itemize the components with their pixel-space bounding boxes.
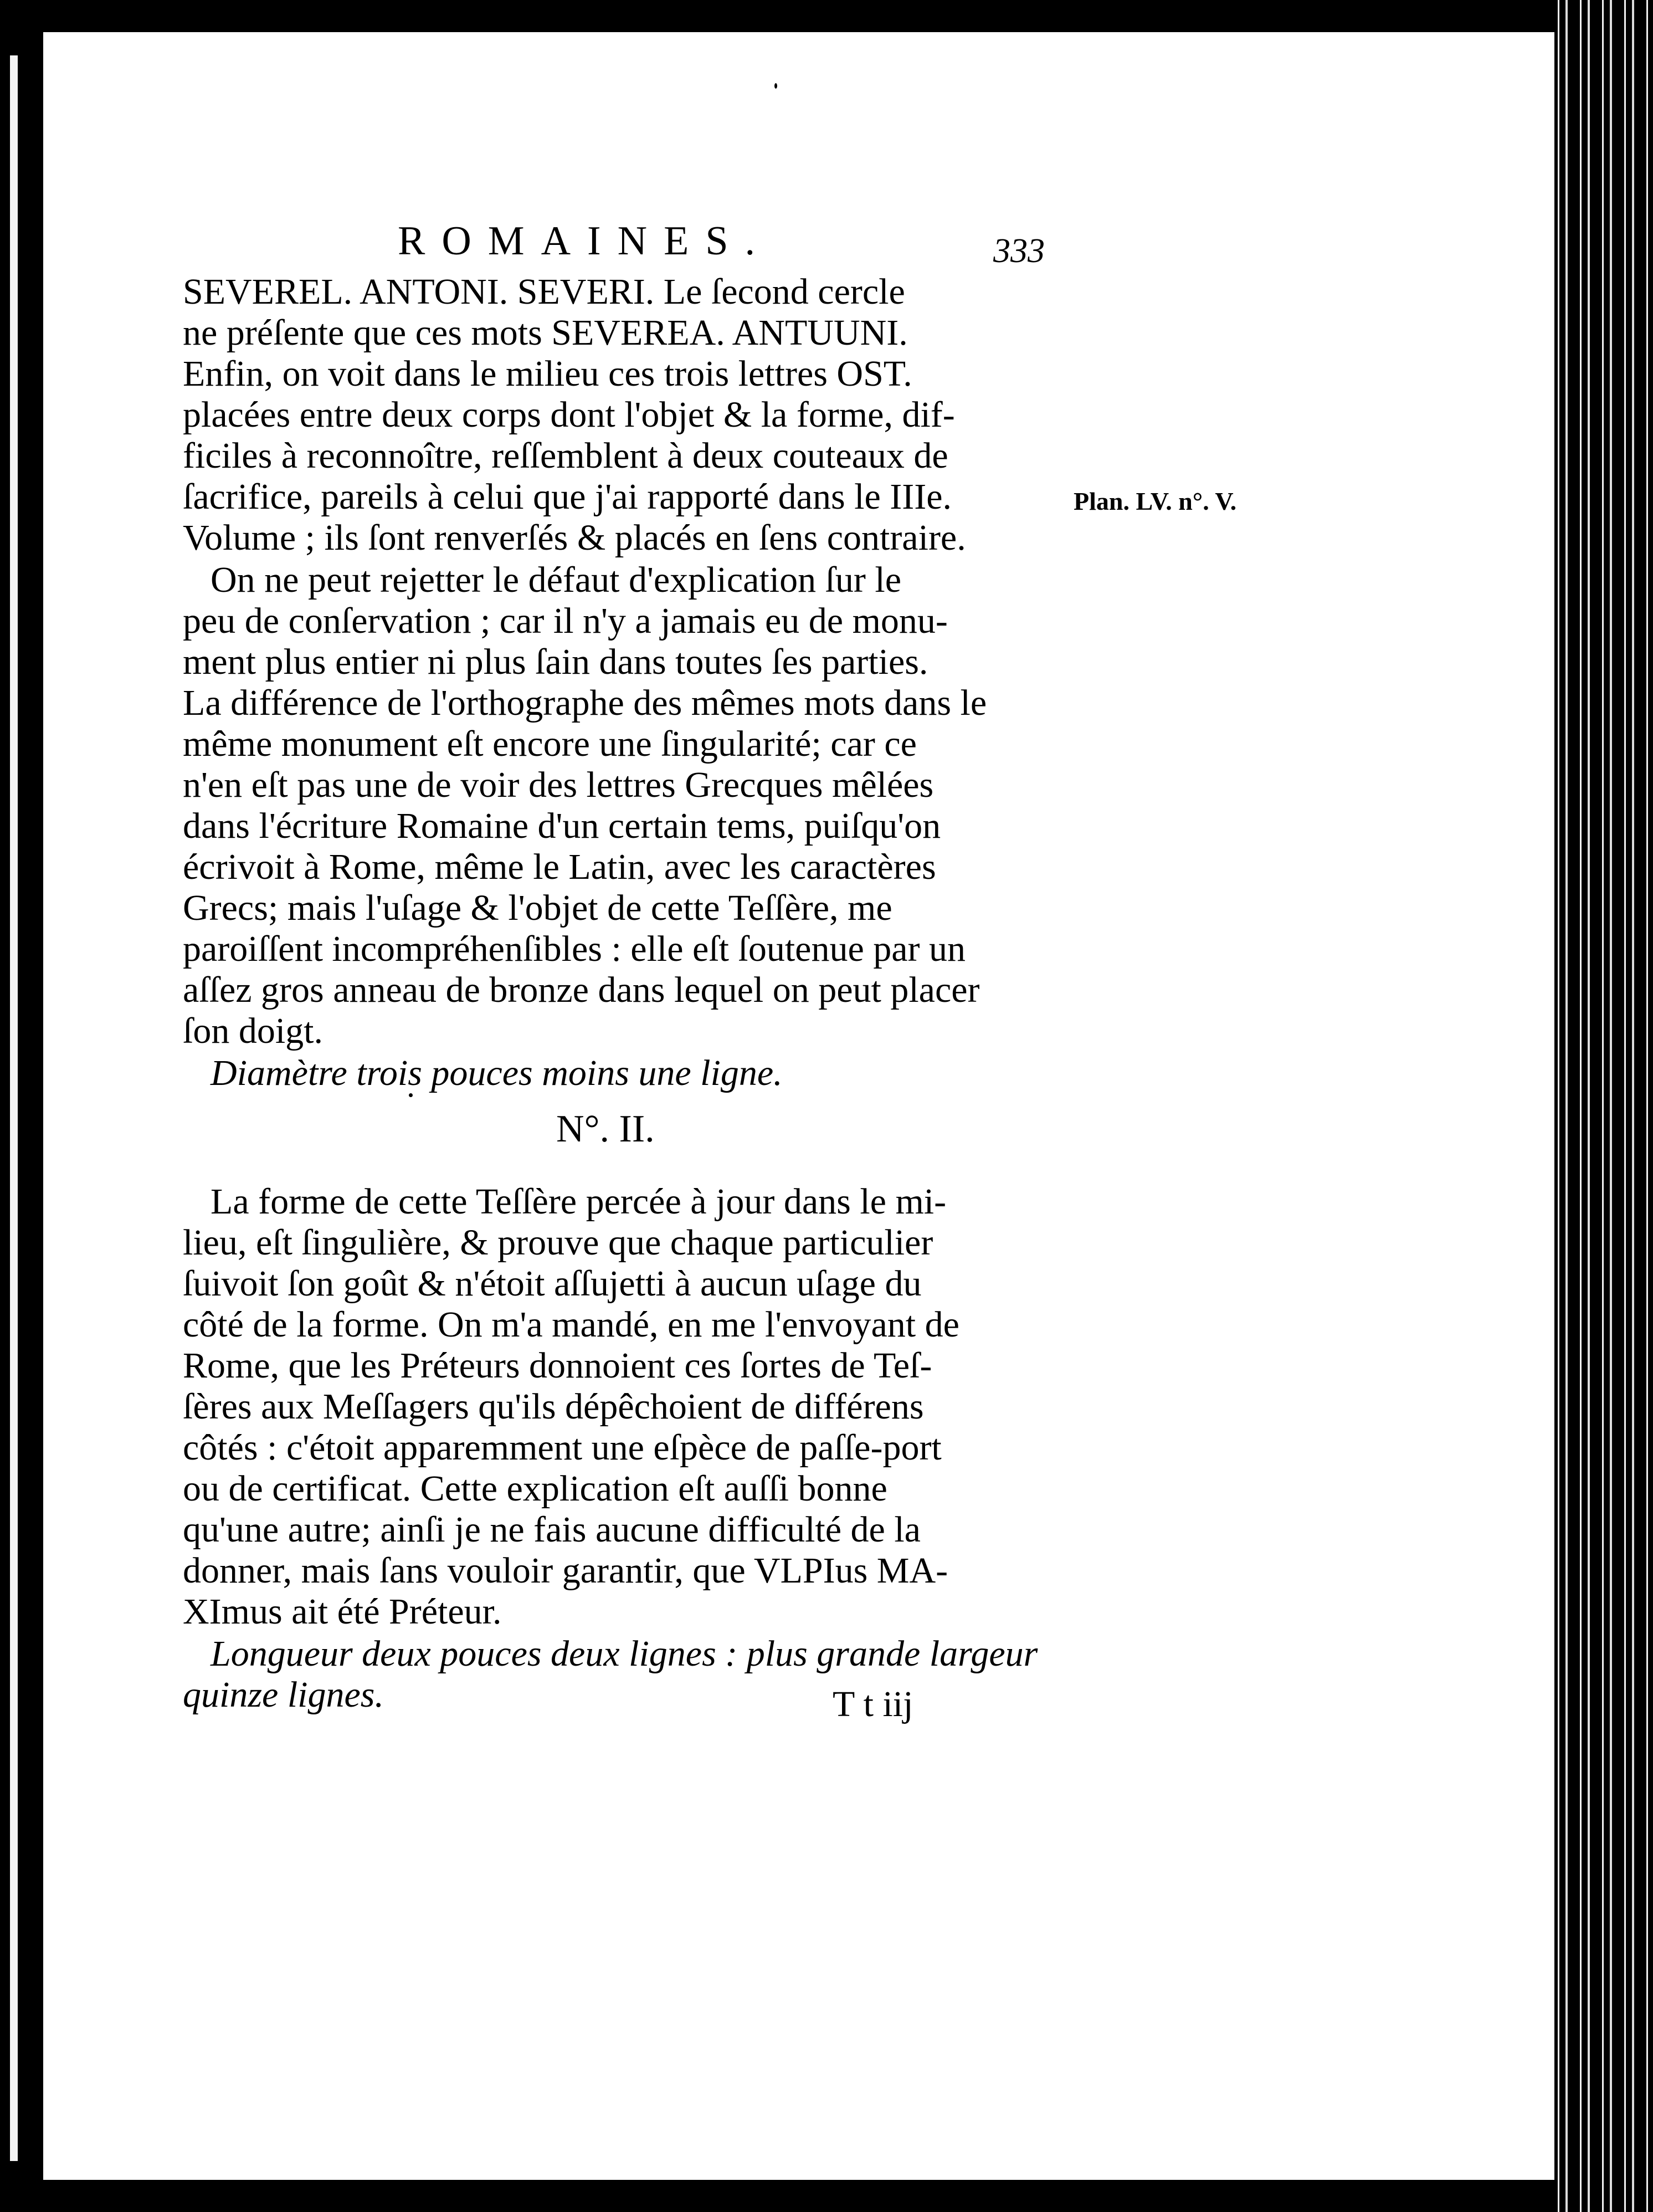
text-line: aſſez gros anneau de bronze dans lequel on peut placer bbox=[183, 970, 980, 1010]
text-line: La forme de cette Teſſère percée à jour dans le mi- bbox=[211, 1181, 947, 1222]
text-line: Volume ; ils ſont renverſés & placés en ſens contraire. bbox=[183, 518, 966, 558]
ink-speck bbox=[774, 83, 777, 89]
ink-speck bbox=[409, 1093, 413, 1097]
running-header: ROMAINES. bbox=[398, 218, 772, 264]
text-line: ſon doigt. bbox=[183, 1011, 324, 1051]
signature-mark: T t iij bbox=[833, 1684, 913, 1724]
text-line: Grecs; mais l'uſage & l'objet de cette Teſſère, me bbox=[183, 888, 892, 928]
text-line: ficiles à reconnoître, reſſemblent à deux couteaux de bbox=[183, 436, 948, 476]
right-page-edge bbox=[1554, 0, 1653, 2212]
margin-note: Plan. LV. n°. V. bbox=[1074, 487, 1237, 515]
text-line: peu de conſervation ; car il n'y a jamais eu de monu- bbox=[183, 601, 948, 641]
text-line: Rome, que les Préteurs donnoient ces ſortes de Teſ- bbox=[183, 1345, 932, 1386]
text-line: La différence de l'orthographe des mêmes mots dans le bbox=[183, 683, 987, 723]
text-line: n'en eſt pas une de voir des lettres Grecques mêlées bbox=[183, 765, 934, 805]
dimension-note: Longueur deux pouces deux lignes : plus grande largeur bbox=[211, 1634, 1038, 1674]
text-line: SEVEREL. ANTONI. SEVERI. Le ſecond cercle bbox=[183, 272, 905, 312]
section-heading: N°. II. bbox=[556, 1108, 655, 1150]
text-line: ment plus entier ni plus ſain dans toutes ſes parties. bbox=[183, 642, 928, 682]
text-line: placées entre deux corps dont l'objet & la forme, dif- bbox=[183, 395, 955, 435]
text-line: paroiſſent incompréhenſibles : elle eſt ſoutenue par un bbox=[183, 929, 966, 969]
left-page-edge bbox=[10, 55, 18, 2161]
page-number: 333 bbox=[993, 232, 1045, 270]
text-line: dans l'écriture Romaine d'un certain tems, puiſqu'on bbox=[183, 806, 941, 846]
text-line: écrivoit à Rome, même le Latin, avec les caractères bbox=[183, 847, 936, 887]
text-line: ne préſente que ces mots SEVEREA. ANTUUNI. bbox=[183, 313, 908, 353]
text-line: ſacrifice, pareils à celui que j'ai rapporté dans le IIIe. bbox=[183, 477, 952, 517]
text-line: XImus ait été Préteur. bbox=[183, 1591, 502, 1632]
text-line: donner, mais ſans vouloir garantir, que VLPIus MA- bbox=[183, 1550, 948, 1591]
text-line: On ne peut rejetter le défaut d'explication ſur le bbox=[211, 560, 902, 600]
text-line: lieu, eſt ſingulière, & prouve que chaque particulier bbox=[183, 1222, 933, 1263]
text-line: Enfin, on voit dans le milieu ces trois lettres OST. bbox=[183, 354, 912, 394]
text-line: ſuivoit ſon goût & n'étoit aſſujetti à aucun uſage du bbox=[183, 1263, 922, 1304]
dimension-note: quinze lignes. bbox=[183, 1675, 384, 1715]
book-page bbox=[43, 32, 1554, 2180]
text-line: ſères aux Meſſagers qu'ils dépêchoient de différens bbox=[183, 1386, 924, 1427]
dimension-note: Diamètre trois pouces moins une ligne. bbox=[211, 1053, 783, 1093]
text-line: ou de certificat. Cette explication eſt auſſi bonne bbox=[183, 1468, 887, 1509]
text-line: côté de la forme. On m'a mandé, en me l'envoyant de bbox=[183, 1304, 959, 1345]
text-line: même monument eſt encore une ſingularité; car ce bbox=[183, 724, 917, 764]
text-line: côtés : c'étoit apparemment une eſpèce de paſſe-port bbox=[183, 1427, 942, 1468]
text-line: qu'une autre; ainſi je ne fais aucune difficulté de la bbox=[183, 1509, 921, 1550]
